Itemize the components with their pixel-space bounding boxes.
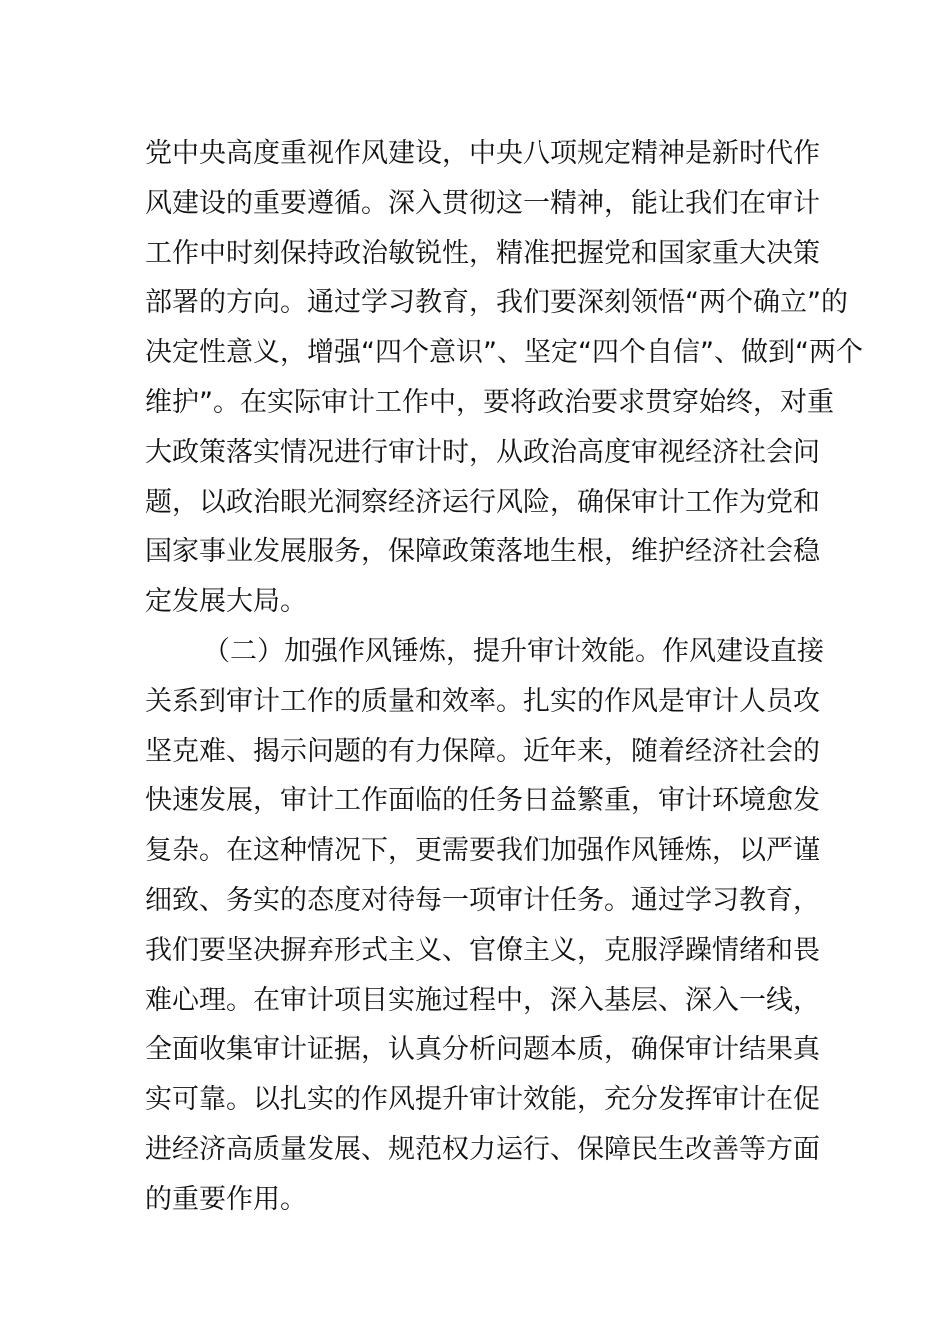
paragraph-line: 全面收集审计证据，认真分析问题本质，确保审计结果真 (145, 1034, 820, 1066)
paragraph-2 (145, 627, 824, 1225)
paragraph-line: 快速发展，审计工作面临的任务日益繁重，审计环境愈发 (145, 785, 820, 817)
paragraph-line: 复杂。在这种情况下，更需要我们加强作风锤炼，以严谨 (145, 835, 820, 867)
paragraph-line: 我们要坚决摒弃形式主义、官僚主义，克服浮躁情绪和畏 (145, 934, 820, 966)
paragraph-line: 进经济高质量发展、规范权力运行、保障民生改善等方面 (145, 1133, 820, 1165)
paragraph-line: 国家事业发展服务，保障政策落地生根，维护经济社会稳 (145, 536, 820, 568)
paragraph-line: 党中央高度重视作风建设，中央八项规定精神是新时代作 (145, 138, 820, 169)
paragraph-line: 关系到审计工作的质量和效率。扎实的作风是审计人员攻 (145, 685, 820, 717)
paragraph-line: 工作中时刻保持政治敏锐性，精准把握党和国家重大决策 (145, 237, 820, 269)
paragraph-line: 风建设的重要遵循。深入贯彻这一精神，能让我们在审计 (145, 187, 820, 219)
section-heading-line: （二）加强作风锤炼，提升审计效能。作风建设直接 (203, 635, 824, 667)
document-body (145, 129, 863, 1225)
paragraph-line: 实可靠。以扎实的作风提升审计效能，充分发挥审计在促 (145, 1084, 820, 1116)
paragraph-line: 题，以政治眼光洞察经济运行风险，确保审计工作为党和 (145, 486, 820, 518)
paragraph-line: 定发展大局。 (145, 586, 307, 618)
paragraph-line: 坚克难、揭示问题的有力保障。近年来，随着经济社会的 (145, 735, 820, 767)
paragraph-1 (145, 129, 863, 627)
paragraph-line: 部署的方向。通过学习教育，我们要深刻领悟“两个确立”的 (145, 287, 848, 319)
paragraph-line: 维护”。在实际审计工作中，要将政治要求贯穿始终，对重 (145, 386, 834, 418)
paragraph-line: 细致、务实的态度对待每一项审计任务。通过学习教育， (145, 884, 820, 916)
paragraph-line: 的重要作用。 (145, 1183, 307, 1215)
paragraph-line: 难心理。在审计项目实施过程中，深入基层、深入一线， (145, 984, 820, 1016)
paragraph-line: 决定性意义，增强“四个意识”、坚定“四个自信”、做到“两个 (145, 337, 863, 369)
paragraph-line: 大政策落实情况进行审计时，从政治高度审视经济社会问 (145, 436, 820, 468)
